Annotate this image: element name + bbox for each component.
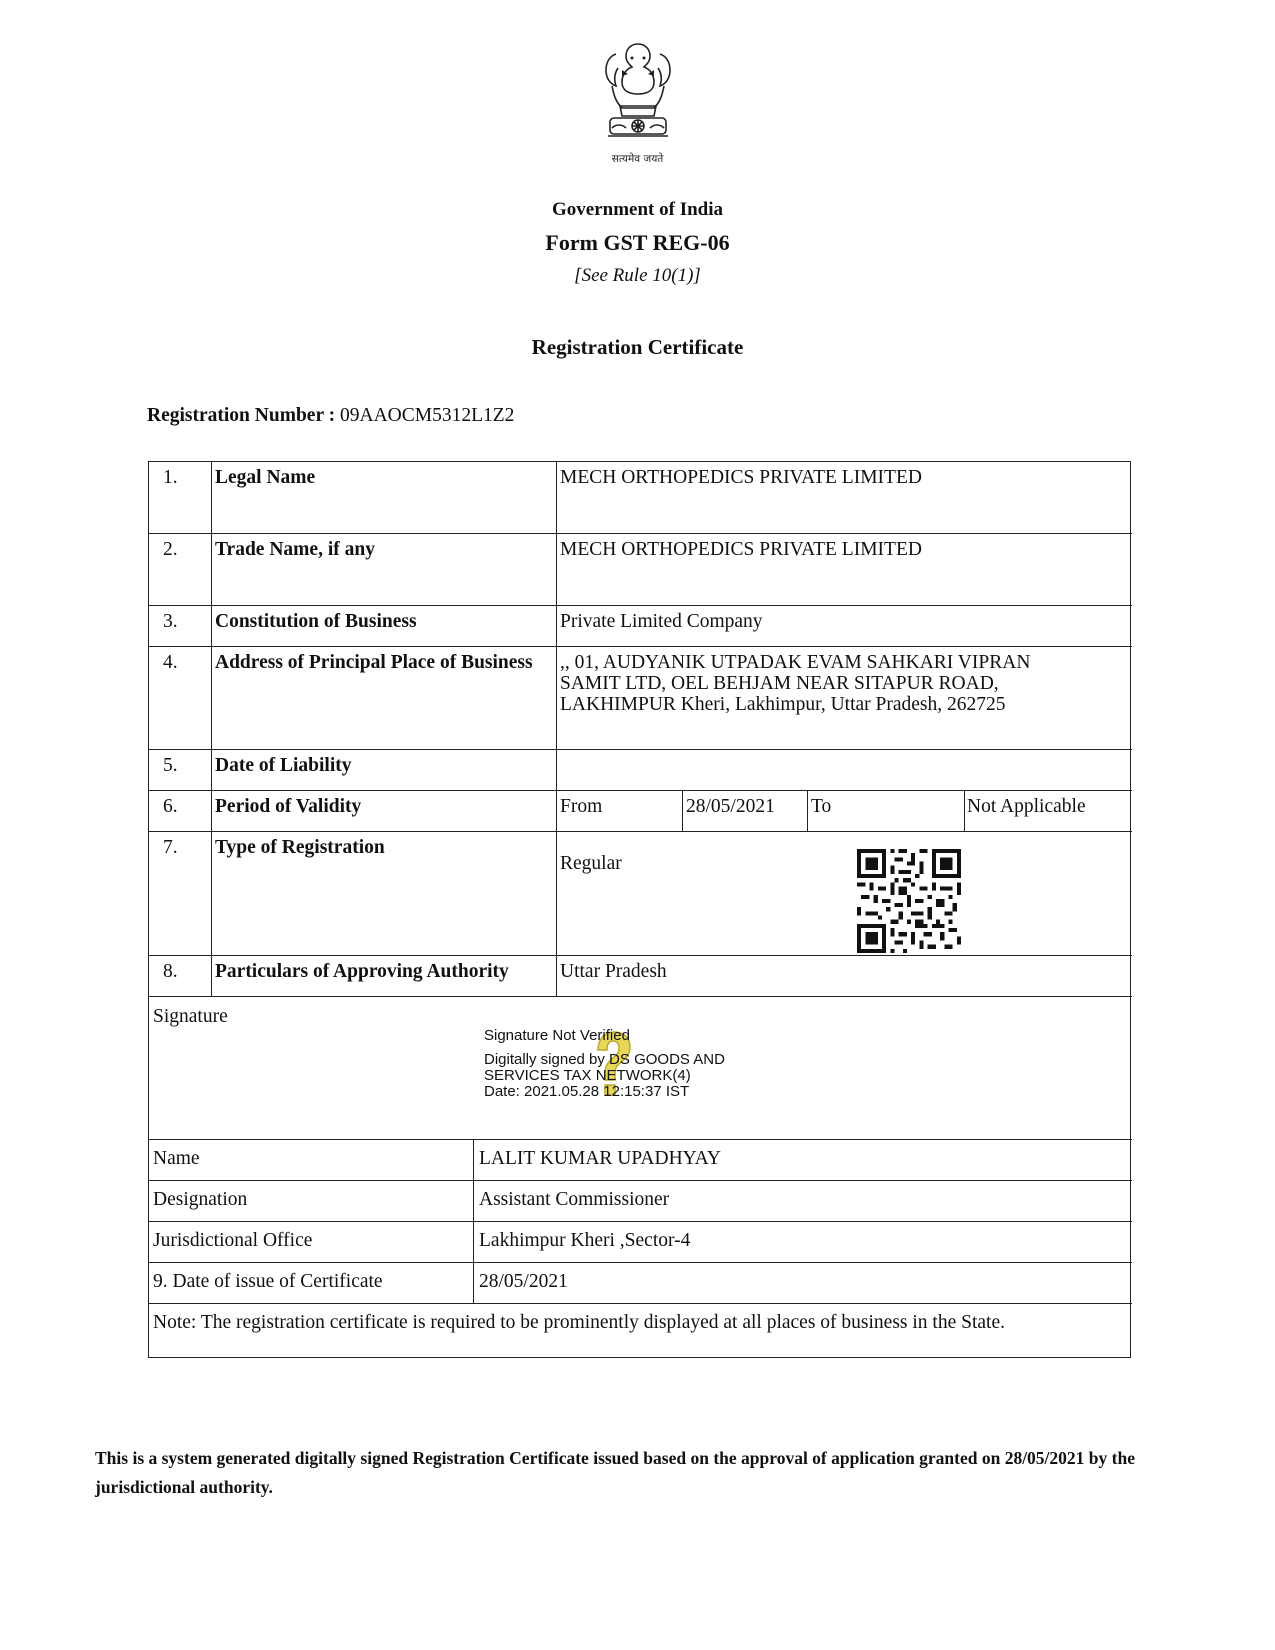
date-of-liability-label: Date of Liability: [215, 755, 352, 776]
row-7-number: 7.: [163, 837, 178, 858]
emblem-motto: सत्यमेव जयते: [611, 153, 664, 165]
type-of-registration-value: Regular: [560, 853, 622, 874]
designation-label: Designation: [153, 1189, 248, 1210]
display-note: Note: The registration certificate is required to be prominently displayed at all places of business in the State.: [153, 1312, 1005, 1333]
row-6-number: 6.: [163, 796, 178, 817]
row-1-number: 1.: [163, 467, 178, 488]
signature-label: Signature: [153, 1006, 228, 1027]
approving-authority-label: Particulars of Approving Authority: [215, 961, 509, 982]
validity-from-label: From: [560, 796, 603, 817]
designation-value: Assistant Commissioner: [479, 1189, 670, 1210]
row-8-number: 8.: [163, 961, 178, 982]
digital-signature-block: [484, 1028, 725, 1100]
national-emblem-icon: [598, 40, 678, 152]
system-generated-footer: This is a system generated digitally signed Registration Certificate issued based on the approval of application granted on 28/05/2021 by the jurisdictional authority.: [95, 1448, 1135, 1497]
validity-to-label: To: [811, 796, 832, 817]
legal-name-label: Legal Name: [215, 467, 316, 488]
address-value: ,, 01, AUDYANIK UTPADAK EVAM SAHKARI VIPRAN SAMIT LTD, OEL BEHJAM NEAR SITAPUR ROAD, LAKHIMPUR Kheri, Lakhimpur, Uttar Pradesh, 262725: [560, 652, 1031, 715]
jurisdictional-office-value: Lakhimpur Kheri ,Sector-4: [479, 1230, 691, 1251]
officer-name-value: LALIT KUMAR UPADHYAY: [479, 1148, 721, 1169]
validity-to-value: Not Applicable: [967, 796, 1086, 817]
rule-reference: [See Rule 10(1)]: [574, 265, 701, 286]
officer-name-label: Name: [153, 1148, 200, 1169]
issue-date-value: 28/05/2021: [479, 1271, 568, 1292]
legal-name-value: MECH ORTHOPEDICS PRIVATE LIMITED: [560, 467, 922, 488]
row-2-number: 2.: [163, 539, 178, 560]
row-4-number: 4.: [163, 652, 178, 673]
government-heading: Government of India: [552, 199, 723, 220]
trade-name-label: Trade Name, if any: [215, 539, 375, 560]
constitution-value: Private Limited Company: [560, 611, 763, 632]
constitution-label: Constitution of Business: [215, 611, 417, 632]
signature-signed-by-line-2: SERVICES TAX NETWORK(4): [484, 1067, 691, 1084]
registration-number-line: [147, 405, 514, 427]
row-5-number: 5.: [163, 755, 178, 776]
certificate-title: Registration Certificate: [531, 335, 744, 359]
type-of-registration-label: Type of Registration: [215, 837, 385, 858]
form-title: Form GST REG-06: [545, 230, 730, 255]
period-of-validity-label: Period of Validity: [215, 796, 362, 817]
registration-number-label: Registration Number :: [147, 405, 336, 426]
signature-status: Signature Not Verified: [484, 1027, 630, 1044]
issue-date-label: 9. Date of issue of Certificate: [153, 1271, 383, 1292]
certificate-table: [148, 461, 1131, 1358]
signature-signed-by-line-1: Digitally signed by DS GOODS AND: [484, 1051, 725, 1068]
qr-code-icon: [857, 849, 961, 953]
trade-name-value: MECH ORTHOPEDICS PRIVATE LIMITED: [560, 539, 922, 560]
signature-date: Date: 2021.05.28 12:15:37 IST: [484, 1083, 690, 1100]
approving-authority-value: Uttar Pradesh: [560, 961, 667, 982]
address-label: Address of Principal Place of Business: [215, 652, 533, 673]
registration-number-value: 09AAOCM5312L1Z2: [340, 405, 515, 426]
jurisdictional-office-label: Jurisdictional Office: [153, 1230, 313, 1251]
validity-from-value: 28/05/2021: [686, 796, 775, 817]
row-3-number: 3.: [163, 611, 178, 632]
